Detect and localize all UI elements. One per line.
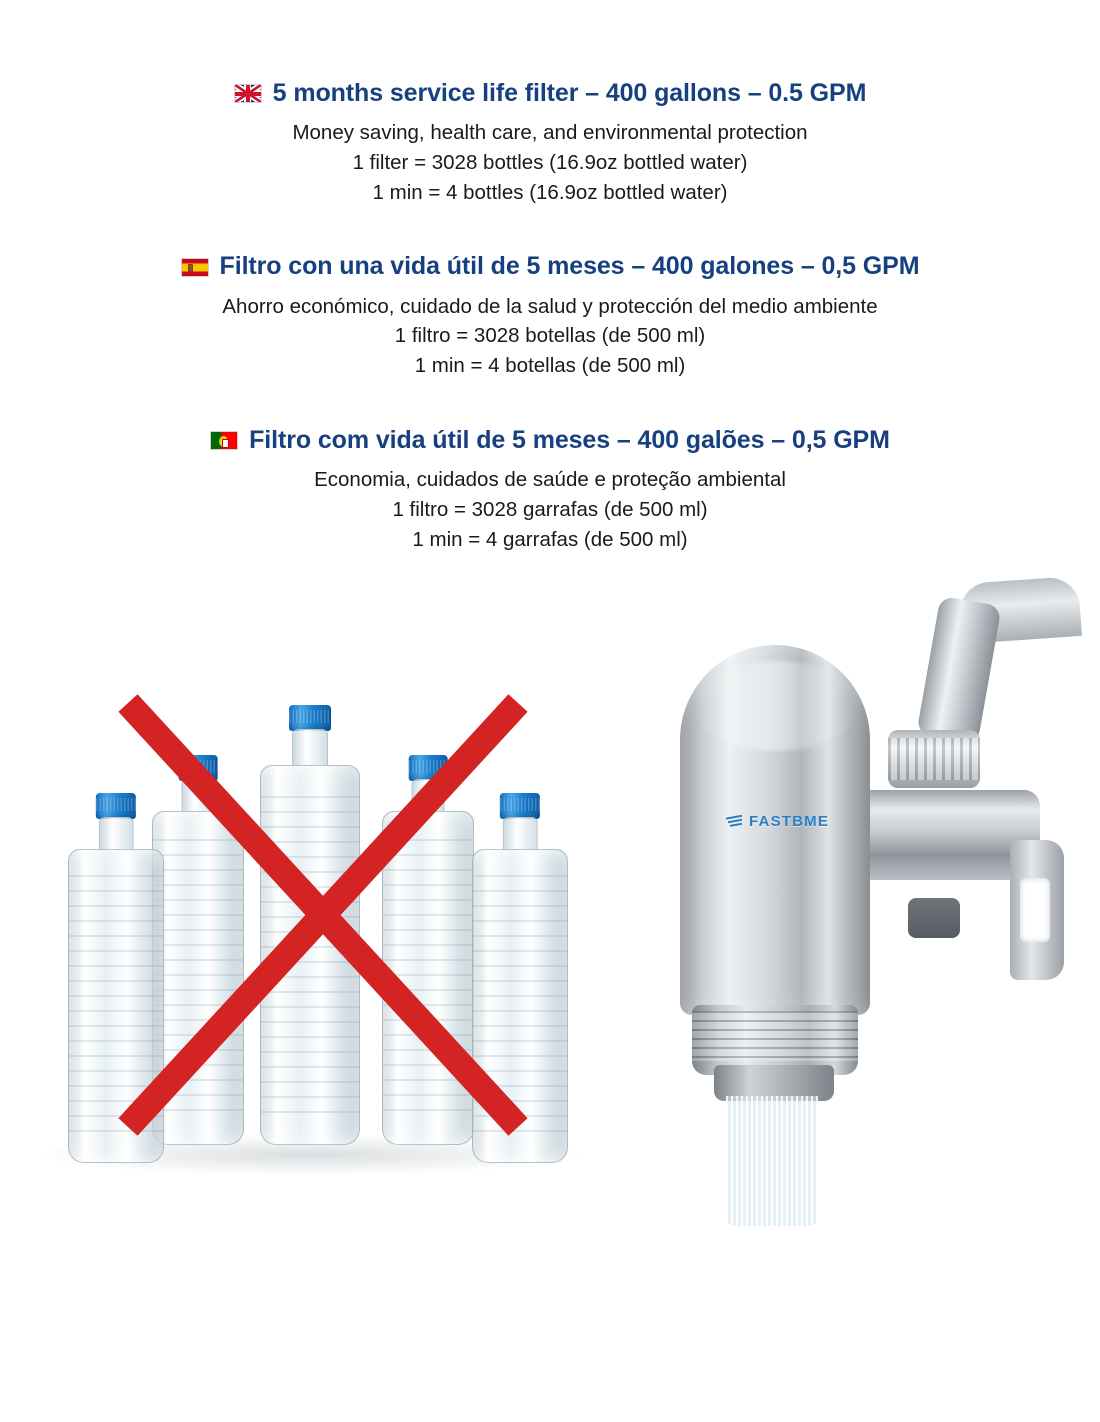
- block-lines-english: [0, 118, 1100, 207]
- bottle-cap: [500, 793, 540, 819]
- bottle-neck: [292, 729, 328, 767]
- water-stream: [726, 1096, 818, 1226]
- faucet-water-filter-photo: [640, 610, 1090, 1220]
- spain-flag-icon: [181, 258, 209, 277]
- block-line: 1 min = 4 bottles (16.9oz bottled water): [372, 180, 728, 204]
- block-heading-english: [0, 78, 1100, 109]
- block-heading-spanish: [0, 251, 1100, 282]
- bottle-neck: [181, 779, 214, 813]
- brand-logo: [726, 813, 829, 830]
- bottle-cap: [96, 793, 136, 819]
- bottle-body: [152, 811, 244, 1145]
- bottle-neck: [503, 817, 538, 851]
- faucet-diverter-clip: [1010, 840, 1064, 980]
- block-line: 1 min = 4 garrafas (de 500 ml): [412, 527, 688, 551]
- block-line: 1 filtro = 3028 garrafas (de 500 ml): [392, 497, 708, 521]
- block-lines-spanish: [0, 292, 1100, 381]
- text-blocks: [0, 0, 1100, 554]
- faucet-pipe: [916, 596, 1001, 745]
- bottle: [68, 793, 164, 1163]
- bottle: [382, 755, 474, 1145]
- bottle-body: [260, 765, 360, 1145]
- bottle-body: [472, 849, 568, 1163]
- heading-text: Filtro com vida útil de 5 meses – 400 galões – 0,5 GPM: [249, 425, 890, 454]
- united-kingdom-flag-icon: [234, 84, 262, 103]
- bottle: [260, 705, 360, 1145]
- bottle-neck: [99, 817, 134, 851]
- plastic-bottles-photo: [20, 615, 630, 1215]
- wave-icon: [726, 813, 744, 830]
- block-heading-portuguese: [0, 425, 1100, 456]
- bottle: [472, 793, 568, 1163]
- faucet-aerator-disc: [908, 898, 960, 938]
- block-line: Money saving, health care, and environmental protection: [292, 121, 808, 145]
- heading-text: Filtro con una vida útil de 5 meses – 400 galones – 0,5 GPM: [219, 252, 920, 281]
- info-block-spanish: [0, 251, 1100, 380]
- block-line: 1 filter = 3028 bottles (16.9oz bottled water): [352, 150, 748, 174]
- info-block-english: [0, 78, 1100, 207]
- bottle-cap: [179, 755, 218, 781]
- bottle: [152, 755, 244, 1145]
- bottle-cap: [289, 705, 331, 731]
- block-line: Economia, cuidados de saúde e proteção ambiental: [314, 468, 786, 492]
- imagery-row: [0, 600, 1100, 1230]
- info-block-portuguese: [0, 425, 1100, 554]
- filter-housing: [680, 645, 870, 1015]
- bottle-cap: [409, 755, 448, 781]
- faucet-collar-ring: [888, 730, 980, 788]
- heading-text: 5 months service life filter – 400 gallons – 0.5 GPM: [272, 79, 867, 107]
- portugal-flag-icon: [210, 431, 238, 450]
- block-lines-portuguese: [0, 465, 1100, 554]
- block-line: Ahorro económico, cuidado de la salud y protección del medio ambiente: [222, 294, 878, 318]
- bottle-body: [68, 849, 164, 1163]
- bottle-neck: [411, 779, 444, 813]
- block-line: 1 min = 4 botellas (de 500 ml): [414, 354, 686, 378]
- block-line: 1 filtro = 3028 botellas (de 500 ml): [394, 324, 706, 348]
- brand-label: FASTBME: [749, 813, 830, 830]
- bottle-body: [382, 811, 474, 1145]
